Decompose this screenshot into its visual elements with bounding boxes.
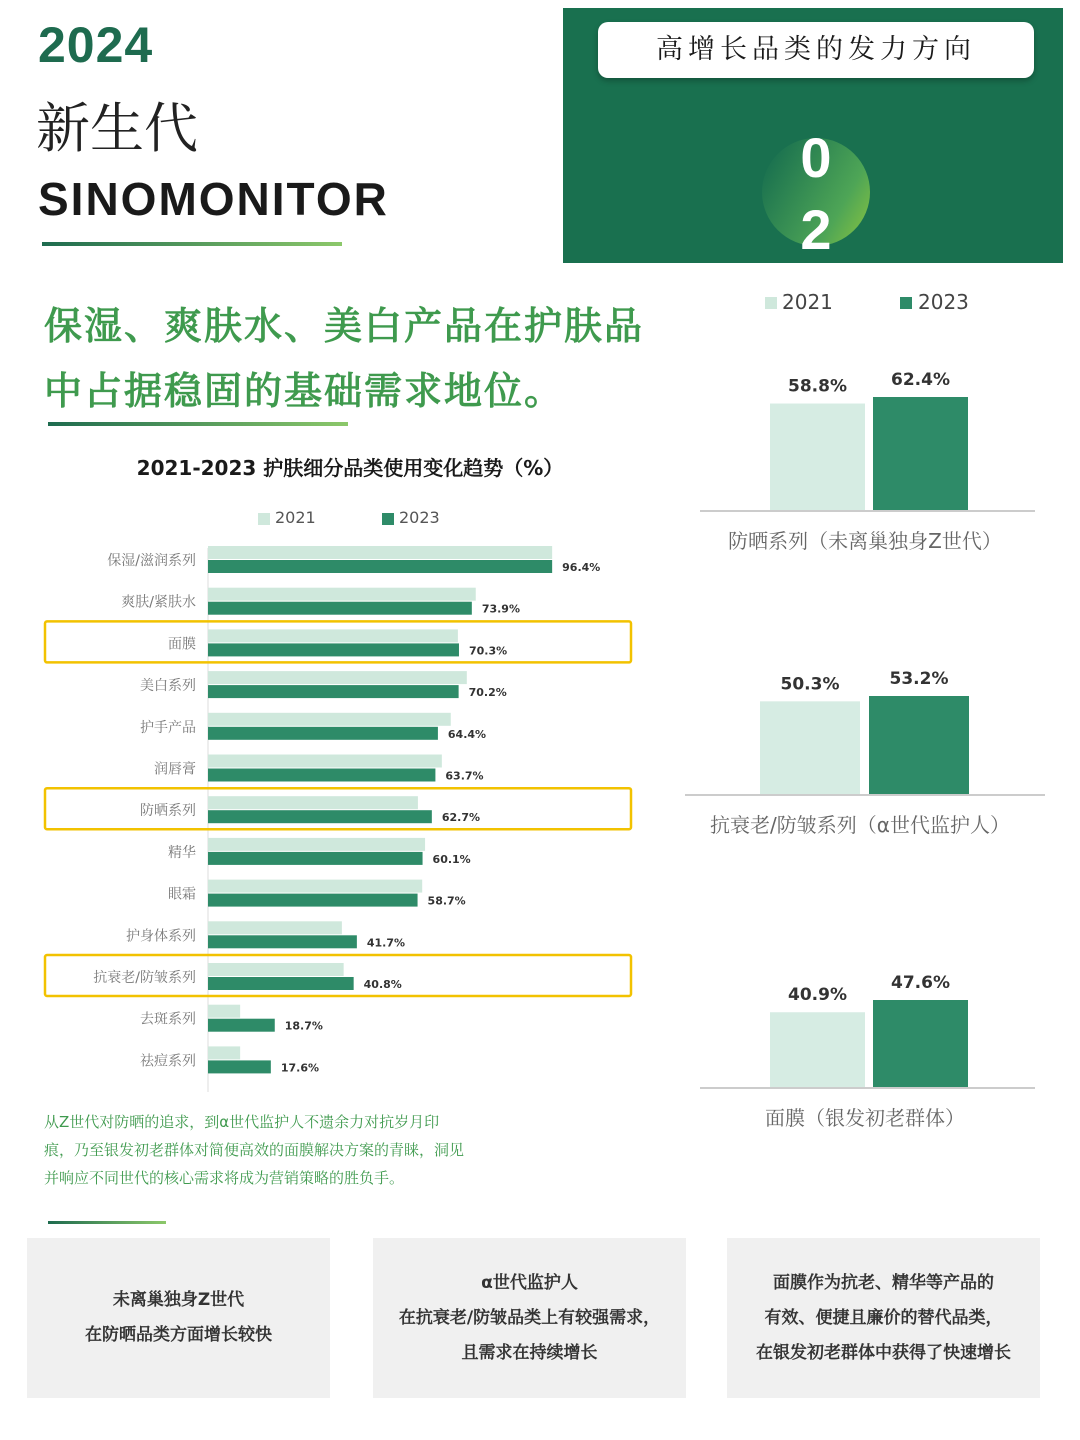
bar-2023 xyxy=(208,769,435,782)
bar-2021 xyxy=(208,671,467,684)
insight-box-alpha-guardians xyxy=(373,1238,686,1398)
bar-2023 xyxy=(208,685,459,698)
value-label: 41.7% xyxy=(366,936,406,950)
subtitle: 新生代 xyxy=(36,97,198,160)
mini-bar-2021 xyxy=(760,701,860,794)
category-label: 精华 xyxy=(168,844,196,861)
category-label: 眼霜 xyxy=(168,886,196,903)
category-label: 防晒系列 xyxy=(140,803,196,820)
mini-chart-label: 抗衰老/防皱系列（α世代监护人） xyxy=(710,813,1010,837)
right-legend-label-2023: 2023 xyxy=(918,290,969,314)
bar-2021 xyxy=(208,755,442,768)
mini-value-label: 62.4% xyxy=(891,370,950,390)
header-underline xyxy=(42,242,342,246)
mini-chart-mask xyxy=(690,965,1050,1135)
bar-2021 xyxy=(208,1005,240,1018)
mini-chart-label: 面膜（银发初老群体） xyxy=(765,1106,965,1130)
section-number: 0 2 xyxy=(800,126,832,261)
bar-2021 xyxy=(208,629,458,642)
mini-value-label: 53.2% xyxy=(889,669,949,689)
mini-bar-2021 xyxy=(770,404,865,510)
bar-2023 xyxy=(208,602,472,615)
bar-2023 xyxy=(208,727,438,740)
box-line: 且需求在持续增长 xyxy=(461,1342,598,1363)
bar-2021 xyxy=(208,880,422,893)
box-line: 面膜作为抗老、精华等产品的 xyxy=(773,1272,994,1293)
value-label: 70.3% xyxy=(468,644,508,658)
bar-2021 xyxy=(208,838,425,851)
category-label: 祛痘系列 xyxy=(140,1053,196,1070)
bar-2023 xyxy=(208,894,418,907)
mini-bar-2023 xyxy=(869,696,969,794)
value-label: 70.2% xyxy=(468,686,507,700)
bar-2021 xyxy=(208,921,342,934)
box-line: 在银发初老群体中获得了快速增长 xyxy=(756,1342,1011,1363)
headline-underline xyxy=(48,422,348,426)
section-title: 高增长品类的发力方向 xyxy=(656,34,976,65)
right-legend-label-2021: 2021 xyxy=(782,290,833,314)
category-label: 面膜 xyxy=(168,636,196,653)
bar-2023 xyxy=(208,1060,271,1073)
headline-line-2: 中占据稳固的基础需求地位。 xyxy=(44,369,565,413)
box-line: 在防晒品类方面增长较快 xyxy=(85,1325,272,1345)
bar-2021 xyxy=(208,963,344,976)
bar-2023 xyxy=(208,977,354,990)
mini-value-label: 50.3% xyxy=(780,674,840,695)
mini-value-label: 40.9% xyxy=(788,985,847,1006)
bar-2023 xyxy=(208,643,459,656)
box-line: 未离巢独身Z世代 xyxy=(112,1290,245,1310)
value-label: 58.7% xyxy=(427,894,466,908)
bar-2021 xyxy=(208,1046,240,1059)
mini-value-label: 58.8% xyxy=(788,376,847,397)
value-label: 18.7% xyxy=(284,1019,323,1033)
category-label: 润唇膏 xyxy=(154,761,196,778)
legend-label-2021: 2021 xyxy=(275,508,316,527)
bar-2021 xyxy=(208,713,451,726)
right-legend-swatch-2023 xyxy=(900,297,912,309)
value-label: 60.1% xyxy=(432,852,471,866)
legend-swatch-2023 xyxy=(382,513,394,525)
mini-bar-2021 xyxy=(770,1012,865,1087)
box-line: 在抗衰老/防皱品类上有较强需求， xyxy=(398,1307,661,1328)
category-label: 爽肤/紧肤水 xyxy=(121,594,196,611)
bar-2023 xyxy=(208,810,432,823)
mini-chart-sunscreen xyxy=(690,360,1050,560)
description-underline xyxy=(48,1221,166,1224)
box-line: α世代监护人 xyxy=(481,1272,578,1293)
right-legend-swatch-2021 xyxy=(765,297,777,309)
value-label: 17.6% xyxy=(280,1061,320,1075)
mini-chart-label: 防晒系列（未离巢独身Z世代） xyxy=(728,529,1002,553)
insight-box-gen-z xyxy=(27,1238,330,1398)
legend-swatch-2021 xyxy=(258,513,270,525)
bar-2021 xyxy=(208,588,476,601)
bar-2023 xyxy=(208,852,423,865)
description-text: 从Z世代对防晒的追求，到α世代监护人不遗余力对抗岁月印痕，乃至银发初老群体对简便高效的面膜解决方案的青睐，洞见并响应不同世代的核心需求将成为营销策略的胜负手。 xyxy=(44,1113,465,1187)
box-line: 有效、便捷且廉价的替代品类， xyxy=(764,1307,1003,1328)
category-label: 美白系列 xyxy=(140,678,196,695)
bar-2021 xyxy=(208,796,418,809)
value-label: 62.7% xyxy=(441,811,481,825)
value-label: 63.7% xyxy=(445,769,484,783)
main-bar-chart xyxy=(0,540,700,1100)
chart-title: 2021-2023 护肤细分品类使用变化趋势（%） xyxy=(136,456,564,480)
bar-2023 xyxy=(208,1019,275,1032)
value-label: 64.4% xyxy=(447,727,487,741)
brand-name: SINOMONITOR xyxy=(38,173,389,225)
bar-2023 xyxy=(208,560,552,573)
value-label: 40.8% xyxy=(363,978,402,991)
value-label: 73.9% xyxy=(481,602,520,616)
bar-2023 xyxy=(208,935,357,948)
value-label: 96.4% xyxy=(562,561,601,574)
insight-box-silver xyxy=(727,1238,1040,1398)
mini-bar-2023 xyxy=(873,1000,968,1087)
mini-chart-antiaging xyxy=(680,660,1050,850)
category-label: 护手产品 xyxy=(140,719,196,736)
category-label: 护身体系列 xyxy=(126,928,196,945)
mini-bar-2023 xyxy=(873,397,968,510)
category-label: 抗衰老/防皱系列 xyxy=(93,970,196,986)
bar-2021 xyxy=(208,546,552,559)
headline-line-1: 保湿、爽肤水、美白产品在护肤品 xyxy=(44,304,645,348)
year-title: 2024 xyxy=(38,17,154,73)
category-label: 去斑系列 xyxy=(140,1011,196,1028)
mini-value-label: 47.6% xyxy=(891,973,950,993)
legend-label-2023: 2023 xyxy=(399,508,440,527)
category-label: 保湿/滋润系列 xyxy=(107,553,196,569)
